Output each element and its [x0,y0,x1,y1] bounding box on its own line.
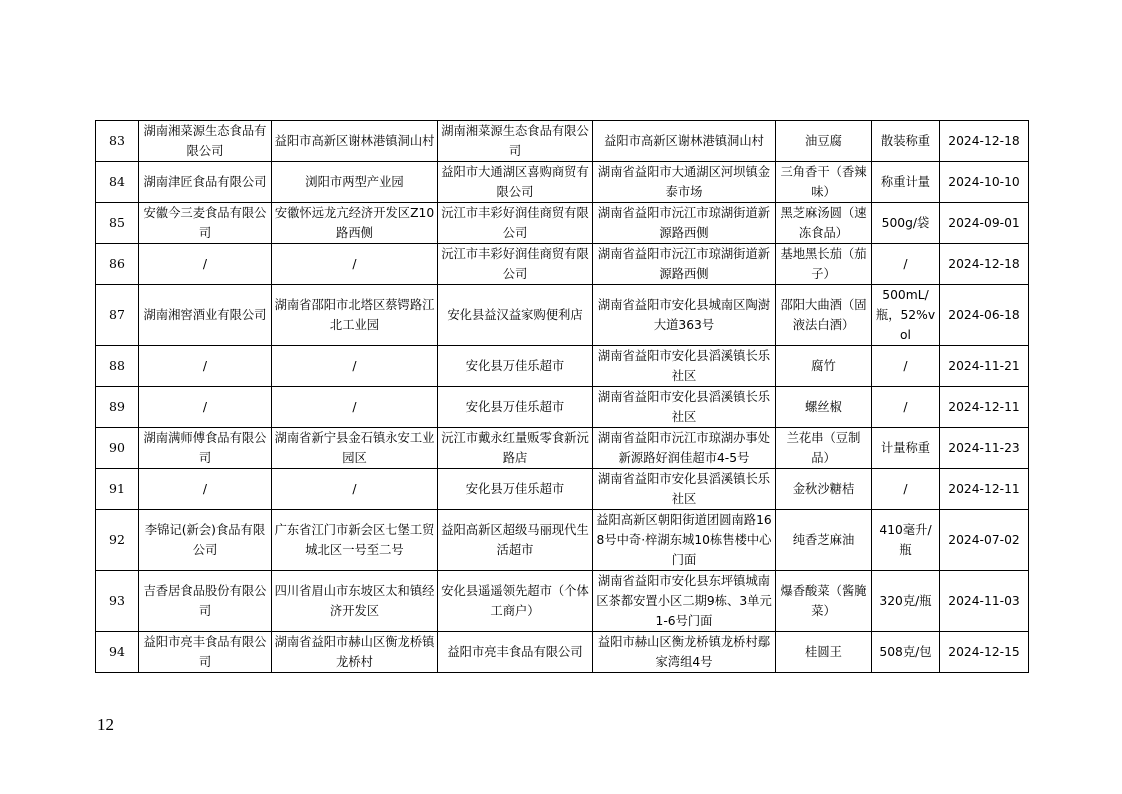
table-row [96,203,1029,244]
product-name-cell: 桂圆王 [776,632,872,673]
producer-address-cell: 湖南省益阳市赫山区衡龙桥镇龙桥村 [272,632,438,673]
seller-name-cell: 安化县遥遥领先超市（个体工商户） [438,571,593,632]
product-name-cell: 金秋沙糖桔 [776,469,872,510]
producer-address-cell: / [272,346,438,387]
product-name-cell: 螺丝椒 [776,387,872,428]
specification-cell: 508克/包 [872,632,940,673]
row-number-cell: 86 [96,244,139,285]
producer-name-cell: 吉香居食品股份有限公司 [139,571,272,632]
production-date-cell: 2024-11-03 [940,571,1029,632]
production-date-cell: 2024-12-18 [940,121,1029,162]
table-row [96,285,1029,346]
page-number: 12 [97,715,114,734]
producer-name-cell: 湖南湘窖酒业有限公司 [139,285,272,346]
table-row [96,632,1029,673]
table-row [96,121,1029,162]
producer-address-cell: 四川省眉山市东坡区太和镇经济开发区 [272,571,438,632]
row-number-cell: 83 [96,121,139,162]
table-row [96,571,1029,632]
production-date-cell: 2024-12-18 [940,244,1029,285]
specification-cell: 410毫升/瓶 [872,510,940,571]
producer-address-cell: / [272,244,438,285]
row-number-cell: 91 [96,469,139,510]
product-name-cell: 纯香芝麻油 [776,510,872,571]
table-row [96,428,1029,469]
sampling-results-table [95,120,1029,673]
specification-cell: 称重计量 [872,162,940,203]
table-row [96,469,1029,510]
producer-address-cell: / [272,469,438,510]
table-row [96,244,1029,285]
producer-address-cell: 浏阳市两型产业园 [272,162,438,203]
seller-address-cell: 湖南省益阳市沅江市琼湖街道新源路西侧 [593,203,776,244]
seller-name-cell: 沅江市丰彩好润佳商贸有限公司 [438,244,593,285]
seller-address-cell: 益阳市赫山区衡龙桥镇龙桥村鄢家湾组4号 [593,632,776,673]
producer-name-cell: 安徽今三麦食品有限公司 [139,203,272,244]
table-row [96,510,1029,571]
row-number-cell: 94 [96,632,139,673]
product-name-cell: 黑芝麻汤圆（速冻食品） [776,203,872,244]
seller-name-cell: 益阳市大通湖区喜购商贸有限公司 [438,162,593,203]
seller-name-cell: 益阳市亮丰食品有限公司 [438,632,593,673]
production-date-cell: 2024-11-23 [940,428,1029,469]
seller-address-cell: 湖南省益阳市大通湖区河坝镇金泰市场 [593,162,776,203]
seller-address-cell: 湖南省益阳市沅江市琼湖办事处新源路好润佳超市4-5号 [593,428,776,469]
producer-address-cell: 益阳市高新区谢林港镇洞山村 [272,121,438,162]
producer-name-cell: / [139,387,272,428]
specification-cell: 计量称重 [872,428,940,469]
producer-address-cell: 广东省江门市新会区七堡工贸城北区一号至二号 [272,510,438,571]
seller-name-cell: 安化县万佳乐超市 [438,469,593,510]
production-date-cell: 2024-11-21 [940,346,1029,387]
seller-address-cell: 湖南省益阳市安化县城南区陶澍大道363号 [593,285,776,346]
product-name-cell: 三角香干（香辣味） [776,162,872,203]
producer-name-cell: 湖南津匠食品有限公司 [139,162,272,203]
production-date-cell: 2024-06-18 [940,285,1029,346]
row-number-cell: 88 [96,346,139,387]
seller-address-cell: 湖南省益阳市安化县滔溪镇长乐社区 [593,469,776,510]
seller-name-cell: 安化县万佳乐超市 [438,346,593,387]
specification-cell: / [872,244,940,285]
seller-address-cell: 益阳市高新区谢林港镇洞山村 [593,121,776,162]
row-number-cell: 84 [96,162,139,203]
product-name-cell: 邵阳大曲酒（固液法白酒） [776,285,872,346]
seller-name-cell: 安化县益汉益家购便利店 [438,285,593,346]
product-name-cell: 基地黑长茄（茄子） [776,244,872,285]
row-number-cell: 90 [96,428,139,469]
row-number-cell: 85 [96,203,139,244]
producer-address-cell: 湖南省邵阳市北塔区蔡锷路江北工业园 [272,285,438,346]
row-number-cell: 87 [96,285,139,346]
specification-cell: 500mL/瓶，52%vol [872,285,940,346]
producer-name-cell: 湖南湘菜源生态食品有限公司 [139,121,272,162]
seller-name-cell: 益阳高新区超级马丽现代生活超市 [438,510,593,571]
specification-cell: / [872,346,940,387]
seller-address-cell: 湖南省益阳市安化县东坪镇城南区茶都安置小区二期9栋、3单元1-6号门面 [593,571,776,632]
table-row [96,346,1029,387]
production-date-cell: 2024-12-11 [940,469,1029,510]
production-date-cell: 2024-12-15 [940,632,1029,673]
producer-address-cell: 湖南省新宁县金石镇永安工业园区 [272,428,438,469]
producer-name-cell: 益阳市亮丰食品有限公司 [139,632,272,673]
product-name-cell: 油豆腐 [776,121,872,162]
row-number-cell: 93 [96,571,139,632]
row-number-cell: 89 [96,387,139,428]
seller-address-cell: 益阳高新区朝阳街道团圆南路168号中奇·梓湖东城10栋售楼中心门面 [593,510,776,571]
producer-name-cell: / [139,244,272,285]
table-row [96,162,1029,203]
production-date-cell: 2024-09-01 [940,203,1029,244]
producer-address-cell: / [272,387,438,428]
production-date-cell: 2024-10-10 [940,162,1029,203]
production-date-cell: 2024-12-11 [940,387,1029,428]
producer-name-cell: / [139,346,272,387]
specification-cell: 320克/瓶 [872,571,940,632]
seller-address-cell: 湖南省益阳市安化县滔溪镇长乐社区 [593,387,776,428]
specification-cell: 500g/袋 [872,203,940,244]
specification-cell: / [872,469,940,510]
table-row [96,387,1029,428]
producer-name-cell: / [139,469,272,510]
seller-name-cell: 湖南湘菜源生态食品有限公司 [438,121,593,162]
seller-address-cell: 湖南省益阳市安化县滔溪镇长乐社区 [593,346,776,387]
product-name-cell: 腐竹 [776,346,872,387]
specification-cell: / [872,387,940,428]
seller-name-cell: 安化县万佳乐超市 [438,387,593,428]
specification-cell: 散装称重 [872,121,940,162]
seller-name-cell: 沅江市戴永红量贩零食新沅路店 [438,428,593,469]
product-name-cell: 爆香酸菜（酱腌菜） [776,571,872,632]
seller-address-cell: 湖南省益阳市沅江市琼湖街道新源路西侧 [593,244,776,285]
producer-name-cell: 湖南满师傅食品有限公司 [139,428,272,469]
product-name-cell: 兰花串（豆制品） [776,428,872,469]
producer-address-cell: 安徽怀远龙亢经济开发区Z10路西侧 [272,203,438,244]
row-number-cell: 92 [96,510,139,571]
seller-name-cell: 沅江市丰彩好润佳商贸有限公司 [438,203,593,244]
producer-name-cell: 李锦记(新会)食品有限公司 [139,510,272,571]
production-date-cell: 2024-07-02 [940,510,1029,571]
